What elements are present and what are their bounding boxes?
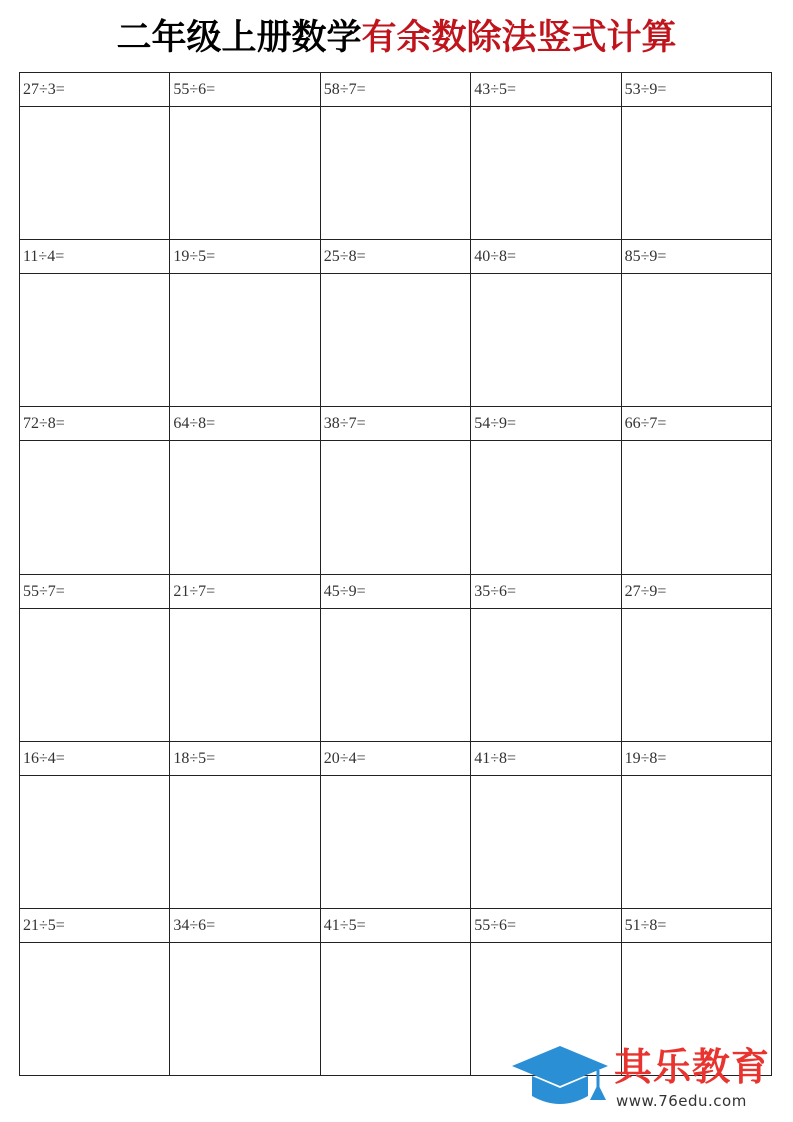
answer-workspace[interactable] bbox=[170, 776, 319, 908]
problem-expression: 40÷8= bbox=[471, 240, 620, 274]
problem-expression: 51÷8= bbox=[622, 909, 771, 943]
answer-workspace[interactable] bbox=[471, 441, 620, 573]
title-topic: 有余数除法竖式计算 bbox=[361, 18, 677, 58]
problem-expression: 41÷8= bbox=[471, 742, 620, 776]
problem-cell bbox=[20, 575, 170, 742]
problem-cell bbox=[321, 909, 471, 1076]
problem-grid bbox=[19, 72, 772, 1076]
answer-workspace[interactable] bbox=[20, 107, 169, 239]
problem-expression: 38÷7= bbox=[321, 407, 470, 441]
title-grade: 二年级上册数学 bbox=[116, 18, 362, 58]
problem-expression: 53÷9= bbox=[622, 73, 771, 107]
problem-cell bbox=[170, 407, 320, 574]
answer-workspace[interactable] bbox=[20, 609, 169, 741]
answer-workspace[interactable] bbox=[20, 943, 169, 1075]
problem-cell bbox=[321, 742, 471, 909]
problem-expression: 19÷5= bbox=[170, 240, 319, 274]
problem-expression: 20÷4= bbox=[321, 742, 470, 776]
answer-workspace[interactable] bbox=[321, 943, 470, 1075]
logo-url: www.76edu.com bbox=[616, 1092, 747, 1110]
problem-expression: 55÷6= bbox=[170, 73, 319, 107]
answer-workspace[interactable] bbox=[622, 274, 771, 406]
problem-expression: 55÷7= bbox=[20, 575, 169, 609]
problem-expression: 66÷7= bbox=[622, 407, 771, 441]
problem-cell bbox=[622, 742, 772, 909]
problem-expression: 45÷9= bbox=[321, 575, 470, 609]
problem-cell bbox=[622, 575, 772, 742]
problem-expression: 58÷7= bbox=[321, 73, 470, 107]
problem-expression: 21÷5= bbox=[20, 909, 169, 943]
problem-cell bbox=[622, 240, 772, 407]
problem-expression: 27÷3= bbox=[20, 73, 169, 107]
problem-expression: 85÷9= bbox=[622, 240, 771, 274]
problem-expression: 11÷4= bbox=[20, 240, 169, 274]
problem-cell bbox=[321, 73, 471, 240]
problem-cell bbox=[170, 575, 320, 742]
logo-brand-name: 其乐教育 bbox=[614, 1045, 771, 1089]
page-title bbox=[0, 10, 793, 66]
problem-cell bbox=[170, 909, 320, 1076]
answer-workspace[interactable] bbox=[622, 776, 771, 908]
problem-expression: 21÷7= bbox=[170, 575, 319, 609]
problem-cell bbox=[471, 240, 621, 407]
problem-cell bbox=[20, 742, 170, 909]
problem-cell bbox=[170, 742, 320, 909]
problem-expression: 64÷8= bbox=[170, 407, 319, 441]
problem-cell bbox=[471, 407, 621, 574]
problem-cell bbox=[321, 575, 471, 742]
problem-cell bbox=[321, 407, 471, 574]
answer-workspace[interactable] bbox=[170, 943, 319, 1075]
problem-cell bbox=[170, 73, 320, 240]
problem-cell bbox=[20, 407, 170, 574]
problem-cell bbox=[170, 240, 320, 407]
answer-workspace[interactable] bbox=[20, 776, 169, 908]
answer-workspace[interactable] bbox=[20, 441, 169, 573]
problem-cell bbox=[321, 240, 471, 407]
answer-workspace[interactable] bbox=[170, 441, 319, 573]
problem-cell bbox=[20, 909, 170, 1076]
problem-expression: 55÷6= bbox=[471, 909, 620, 943]
answer-workspace[interactable] bbox=[170, 274, 319, 406]
problem-cell bbox=[622, 407, 772, 574]
problem-expression: 34÷6= bbox=[170, 909, 319, 943]
answer-workspace[interactable] bbox=[471, 776, 620, 908]
problem-expression: 25÷8= bbox=[321, 240, 470, 274]
problem-expression: 18÷5= bbox=[170, 742, 319, 776]
problem-expression: 41÷5= bbox=[321, 909, 470, 943]
brand-logo bbox=[510, 1042, 790, 1118]
problem-expression: 72÷8= bbox=[20, 407, 169, 441]
answer-workspace[interactable] bbox=[321, 776, 470, 908]
answer-workspace[interactable] bbox=[321, 107, 470, 239]
problem-expression: 43÷5= bbox=[471, 73, 620, 107]
answer-workspace[interactable] bbox=[471, 107, 620, 239]
problem-cell bbox=[471, 73, 621, 240]
answer-workspace[interactable] bbox=[170, 107, 319, 239]
problem-cell bbox=[471, 742, 621, 909]
problem-cell bbox=[20, 240, 170, 407]
answer-workspace[interactable] bbox=[471, 274, 620, 406]
answer-workspace[interactable] bbox=[471, 609, 620, 741]
answer-workspace[interactable] bbox=[20, 274, 169, 406]
problem-cell bbox=[20, 73, 170, 240]
problem-expression: 54÷9= bbox=[471, 407, 620, 441]
problem-expression: 35÷6= bbox=[471, 575, 620, 609]
problem-expression: 19÷8= bbox=[622, 742, 771, 776]
problem-cell bbox=[622, 73, 772, 240]
answer-workspace[interactable] bbox=[321, 274, 470, 406]
graduation-cap-icon bbox=[510, 1044, 610, 1114]
answer-workspace[interactable] bbox=[321, 441, 470, 573]
problem-expression: 16÷4= bbox=[20, 742, 169, 776]
answer-workspace[interactable] bbox=[622, 609, 771, 741]
problem-expression: 27÷9= bbox=[622, 575, 771, 609]
problem-cell bbox=[471, 575, 621, 742]
answer-workspace[interactable] bbox=[170, 609, 319, 741]
answer-workspace[interactable] bbox=[321, 609, 470, 741]
answer-workspace[interactable] bbox=[622, 441, 771, 573]
answer-workspace[interactable] bbox=[622, 107, 771, 239]
